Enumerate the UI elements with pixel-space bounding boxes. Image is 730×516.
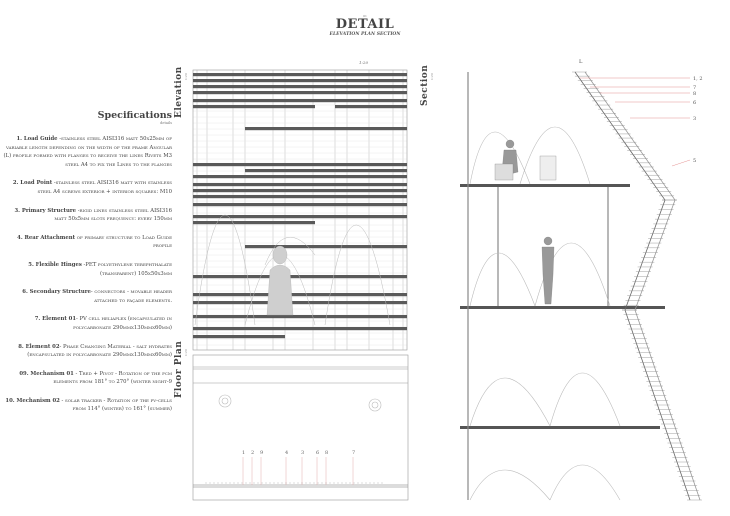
- title-scale: 1:20: [359, 60, 368, 65]
- section-drawing: [440, 60, 725, 512]
- section-people: [495, 140, 556, 304]
- title-block: [300, 14, 430, 38]
- elevation-louvers: [193, 73, 407, 338]
- spec-item: [2, 179, 172, 196]
- elevation-louver: [193, 105, 315, 108]
- specifications-heading: Specifications: [97, 110, 172, 121]
- spec-title: 3. Primary Structure: [14, 207, 77, 214]
- spec-item: [2, 343, 172, 360]
- section-columns: [468, 72, 608, 500]
- spec-text: - Phase Changing Material - salt hydrates (encapsulated in polycarbonate 290mmx130mmx60mm): [27, 343, 172, 359]
- elevation-figure: [267, 246, 293, 315]
- section-callout-label: 7: [693, 85, 697, 91]
- spec-text: -PET polyethylene terephthalate (transparent) 105x50x3mm: [81, 261, 172, 277]
- elevation-louver: [193, 73, 407, 76]
- section-scale: 1:20: [430, 73, 434, 80]
- elevation-louver: [193, 175, 407, 178]
- section-vaults: [470, 127, 620, 500]
- plan-callouts: [242, 450, 355, 485]
- spec-text: - connectors - movable header attached to façade elements.: [90, 289, 172, 304]
- elevation-louver: [193, 79, 407, 82]
- elevation-louver: [193, 315, 407, 318]
- spec-item: [2, 397, 172, 414]
- elevation-louver: [193, 99, 407, 102]
- spec-text: -stainless steel AISI316 matt 50x25mm of variable length depending on the width of the frame Angular (L) profile formed with flanges to receive the lines Rivets M3 steel A4 to fix the Lines to the flanges: [3, 136, 172, 168]
- elevation-louver: [245, 245, 407, 248]
- section-label: Section: [420, 64, 430, 106]
- plan-callout-label: 8: [325, 450, 329, 456]
- spec-text: - solar tracker - Rotation of the pv-cells from 114° (winter) to 161° (summer): [59, 397, 172, 413]
- spec-text: - PV cell heliaplex (encapsulated in polycarbonate 290mmx130mmx60mm): [73, 316, 172, 331]
- spec-item: [2, 261, 172, 278]
- plan-callout-label: 1: [242, 450, 246, 456]
- page-subtitle: ELEVATION PLAN SECTION: [329, 32, 401, 37]
- floor-plan-scale: 1:20: [184, 349, 188, 356]
- section-leader-lines: [580, 78, 690, 166]
- section-callout-label: 8: [693, 91, 697, 97]
- spec-title: 10. Mechanism 02: [5, 397, 60, 404]
- elevation-louver: [193, 335, 285, 338]
- spec-item: [2, 288, 172, 305]
- spec-text: of primary structure to Load Guide profile: [75, 234, 172, 250]
- elevation-louver: [193, 91, 407, 94]
- spec-title: 8. Element 02: [18, 343, 60, 350]
- elevation-louver: [193, 183, 407, 186]
- elevation-louver: [193, 195, 407, 198]
- section-callouts: [693, 76, 703, 164]
- elevation-frame: [193, 70, 407, 350]
- spec-text: -rigid lines stainless steel AISI316 matt 50x5mm slots frequency: every 150mm: [54, 207, 172, 223]
- spec-title: 7. Element 01: [34, 316, 77, 323]
- spec-item: [2, 370, 172, 387]
- elevation-grid: [193, 70, 407, 350]
- spec-title: 4. Rear Attachment: [17, 234, 76, 241]
- spec-text: -stainless steel AISI316 matt with stainless steel A4 screws exterior + interior squares: M10: [37, 180, 172, 195]
- sheet-number: 01: [363, 14, 367, 18]
- elevation-louver: [193, 85, 407, 88]
- spec-title: 09. Mechanism 01: [19, 370, 74, 377]
- plan-callout-label: 3: [301, 450, 305, 456]
- specifications-panel: [2, 110, 172, 424]
- spec-text: - Tred + Pivot - Rotation of the pcm elements from 181° to 270° (winter night-9: [53, 370, 172, 386]
- specifications-list: [2, 135, 172, 414]
- floor-plan: [193, 355, 408, 500]
- section-callout-label: 5: [693, 158, 697, 164]
- plan-callout-label: 6: [316, 450, 320, 456]
- elevation-louver: [193, 189, 407, 192]
- spec-title: 1. Load Guide: [16, 136, 58, 142]
- elevation-louver: [245, 127, 407, 130]
- spec-title: 5. Flexible Hinges: [28, 261, 82, 268]
- spec-title: 2. Load Point: [12, 180, 53, 187]
- page-title: DETAIL: [335, 17, 395, 32]
- spec-title: 6. Secondary Structure: [22, 289, 91, 296]
- elevation-louver: [193, 301, 407, 304]
- elevation-louver: [193, 327, 407, 330]
- elevation-louver: [193, 203, 407, 206]
- elevation-louver: [245, 169, 407, 172]
- plan-callout-label: 7: [352, 450, 356, 456]
- section-callout-label: 3: [693, 116, 697, 122]
- spec-item: [2, 135, 172, 169]
- elevation-scale: 1:20: [184, 73, 188, 80]
- section-facade-louvers: [572, 72, 702, 500]
- plan-callout-label: 4: [285, 450, 289, 456]
- specifications-subheading: details: [160, 121, 172, 125]
- elevation-louver: [193, 221, 315, 224]
- section-callout-label: 6: [693, 100, 697, 106]
- elevation-label: Elevation: [174, 66, 184, 118]
- elevation-louver: [193, 163, 407, 166]
- plan-callout-label: 2: [251, 450, 255, 456]
- section-callout-label: 1, 2: [693, 76, 703, 82]
- elevation-louver: [193, 293, 407, 296]
- spec-item: [2, 315, 172, 332]
- section-top-label: L: [579, 59, 583, 65]
- spec-item: [2, 207, 172, 224]
- floor-plan-label: Floor Plan: [174, 340, 184, 398]
- elevation-louver: [335, 105, 407, 108]
- spec-item: [2, 234, 172, 251]
- elevation-louver: [193, 215, 407, 218]
- plan-callout-label: 9: [260, 450, 264, 456]
- elevation-drawing: [185, 65, 415, 511]
